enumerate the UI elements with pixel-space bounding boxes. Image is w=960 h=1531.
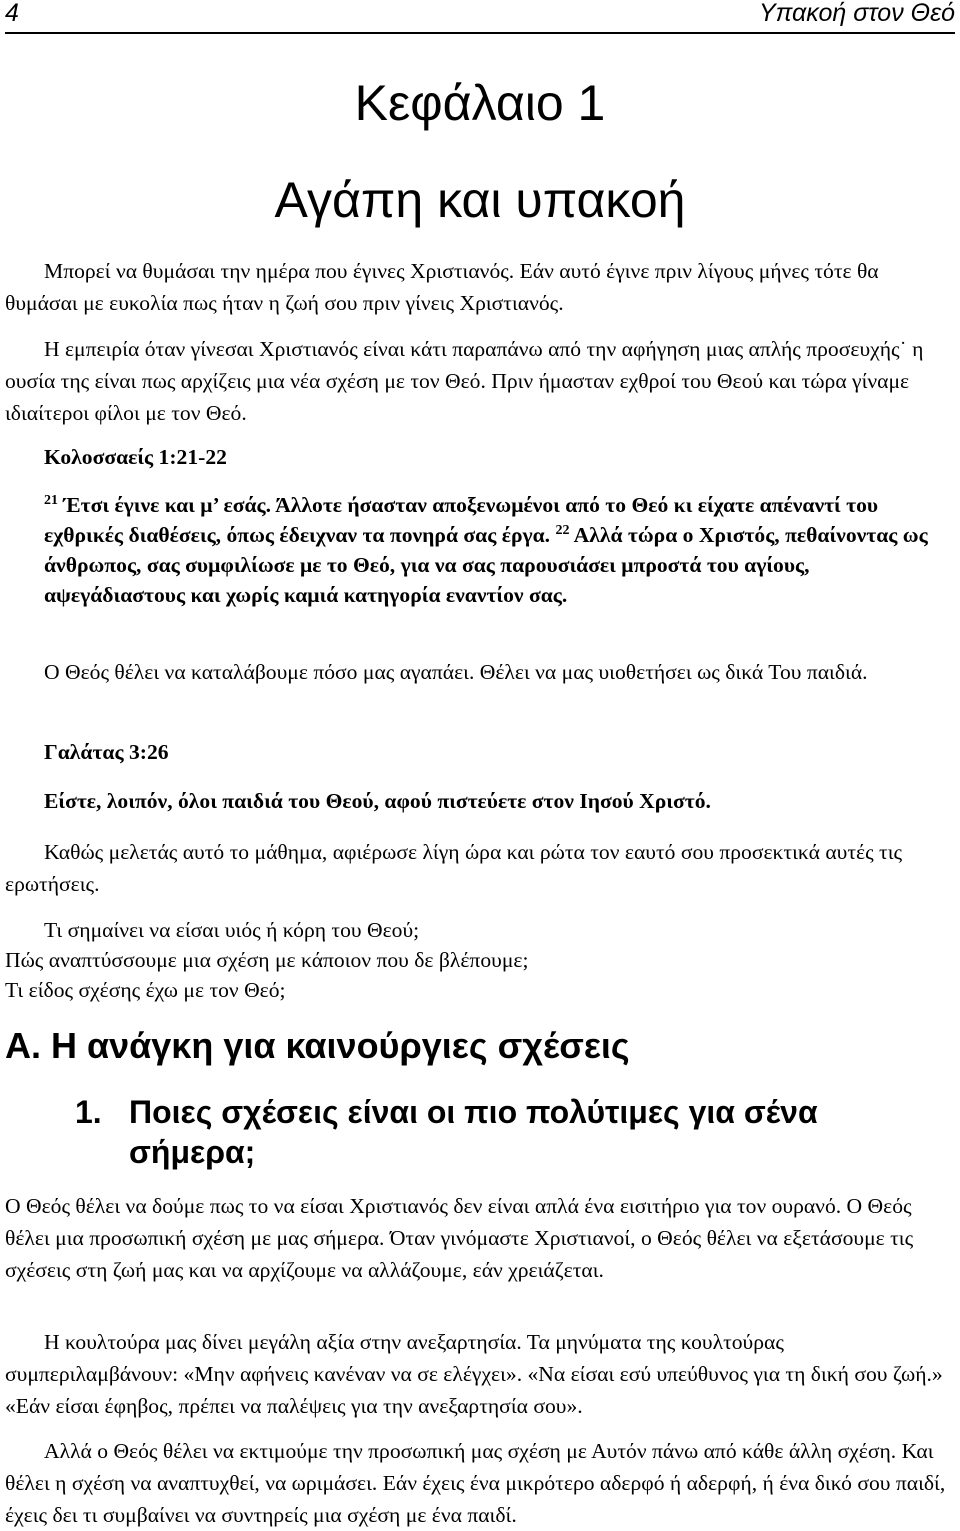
scripture-quote-galatians: Είστε, λοιπόν, όλοι παιδιά του Θεού, αφού πιστεύετε στον Ιησού Χριστό. [44,789,711,813]
book-title: Υπακοή στον Θεό [758,0,955,27]
paragraph-experience: Η εμπειρία όταν γίνεσαι Χριστιανός είναι κάτι παραπάνω από την αφήγηση μιας απλής προσευχής˙ η ουσία της είναι πως αρχίζεις μια νέα σχέση με τον Θεό. Πριν ήμασταν εχθροί του Θεού και τώρα γίναμε ιδιαίτεροι φίλοι με τον Θεό. [5,337,924,425]
question-item: Τι σημαίνει να είσαι υιός ή κόρη του Θεού; [44,918,420,942]
paragraph-adoption: Ο Θεός θέλει να καταλάβουμε πόσο μας αγαπάει. Θέλει να μας υιοθετήσει ως δικά Του παιδιά. [44,660,868,684]
paragraph-priority: Αλλά ο Θεός θέλει να εκτιμούμε την προσωπική μας σχέση με Αυτόν πάνω από κάθε άλλη σχέση. Και θέλει η σχέση να αναπτυχθεί, να ωριμάσει. Εάν έχεις ένα μικρότερο αδερφό ή αδερφή, ή ένα δικό σου παιδί, έχεις δει τι συμβαίνει να συντηρείς μια σχέση με ένα παιδί. [5,1439,946,1527]
page-number: 4 [5,0,19,27]
scripture-reference-galatians: Γαλάτας 3:26 [44,740,169,764]
subsection-heading [75,1092,899,1172]
subsection-title: Ποιες σχέσεις είναι οι πιο πολύτιμες για σένα σήμερα; [129,1094,818,1170]
chapter-number: Κεφάλαιο 1 [354,75,606,131]
paragraph-intro: Μπορεί να θυμάσαι την ημέρα που έγινες Χριστιανός. Εάν αυτό έγινε πριν λίγους μήνες τότε θα θυμάσαι με ευκολία πως ήταν η ζωή σου πριν γίνεις Χριστιανός. [5,259,879,315]
verse-number: 22 [555,522,570,538]
question-item: Πώς αναπτύσσουμε μια σχέση με κάποιον που δε βλέπουμε; [5,948,529,972]
verse-number: 21 [44,492,58,508]
question-item: Τι είδος σχέσης έχω με τον Θεό; [5,978,286,1002]
paragraph-culture: Η κουλτούρα μας δίνει μεγάλη αξία στην ανεξαρτησία. Τα μηνύματα της κουλτούρας συμπεριλαμβάνουν: «Μην αφήνεις κανέναν να σε ελέγχει». «Να είσαι εσύ υπεύθυνος για τη δική σου ζωή.» «Εάν είσαι έφηβος, πρέπει να παλέψεις για την ανεξαρτησία σου». [5,1330,943,1418]
scripture-quote-colossians [44,490,954,610]
scripture-reference-colossians: Κολοσσαείς 1:21-22 [44,445,227,469]
paragraph-relationship: Ο Θεός θέλει να δούμε πως το να είσαι Χριστιανός δεν είναι απλά ένα εισιτήριο για τον ουρανό. Ο Θεός θέλει μια προσωπική σχέση με μας σήμερα. Όταν γινόμαστε Χριστιανοί, ο Θεός θέλει να εξετάσουμε τις σχέσεις στη ζωή μας και να αρχίζουμε να αλλάζουμε, εάν χρειάζεται. [5,1194,914,1282]
verse-text: Αλλά τώρα ο Χριστός, πεθαίνοντας ως άνθρωπος, σας συμφιλίωσε με το Θεό, για να σας παρουσιάσει μπροστά του αγίους, αψεγάδιαστους και χωρίς καμιά κατηγορία εναντίον σας. [44,523,928,607]
chapter-title: Αγάπη και υπακοή [274,172,686,228]
header-rule [5,32,955,34]
verse-text: Έτσι έγινε και μ’ εσάς. Άλλοτε ήσασταν αποξενωμένοι από το Θεό κι είχατε απέναντί του εχθρικές διαθέσεις, όπως έδειχναν τα πονηρά σας έργα. [44,493,879,547]
paragraph-reflection: Καθώς μελετάς αυτό το μάθημα, αφιέρωσε λίγη ώρα και ρώτα τον εαυτό σου προσεκτικά αυτές τις ερωτήσεις. [5,840,903,896]
subsection-number: 1. [75,1094,102,1130]
section-heading: Α. Η ανάγκη για καινούργιες σχέσεις [5,1025,630,1066]
running-header [0,0,960,40]
